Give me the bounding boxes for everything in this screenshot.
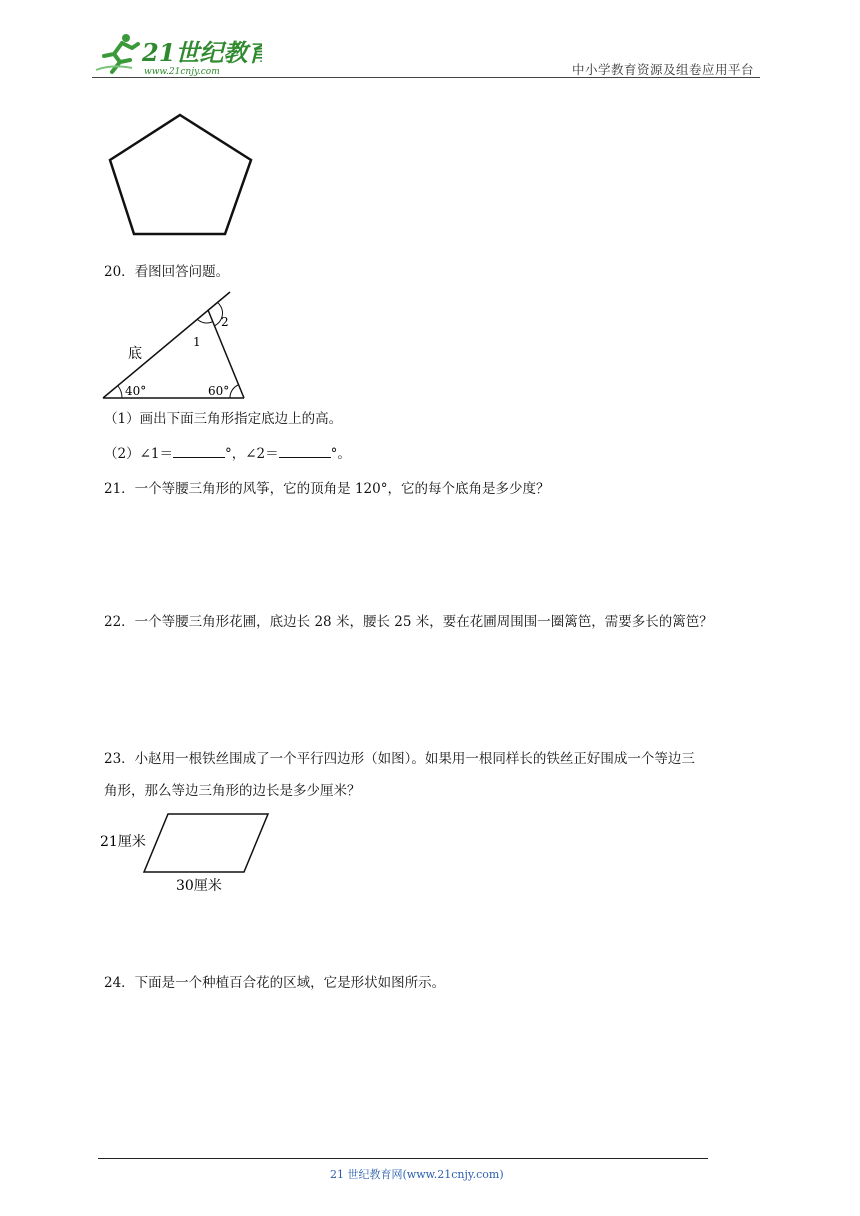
q23-line2: 角形，那么等边三角形的边长是多少厘米？ bbox=[104, 783, 361, 799]
logo-url-text: www.21cnjy.com bbox=[144, 67, 220, 77]
q23-line1: 23．小赵用一根铁丝围成了一个平行四边形（如图）。如果用一根同样长的铁丝正好围成一个等边三 bbox=[104, 751, 695, 767]
site-logo bbox=[92, 30, 262, 78]
q20-part2-text-a: （2）∠1＝ bbox=[104, 446, 173, 462]
base-label: 底 bbox=[128, 346, 142, 362]
angle-right-label: 60° bbox=[208, 384, 230, 398]
q22-text: 22．一个等腰三角形花圃，底边长 28 米，腰长 25 米，要在花圃周围围一圈篱笆，需要多长的篱笆？ bbox=[104, 614, 713, 630]
q20-part2 bbox=[104, 445, 351, 463]
logo-brand-text: 21世纪教育 bbox=[142, 38, 262, 67]
angle-left-label: 40° bbox=[125, 384, 147, 398]
q20-part2-text-b: °，∠2＝ bbox=[225, 446, 279, 462]
footer-divider bbox=[98, 1158, 708, 1159]
q23-parallelogram-figure bbox=[98, 810, 274, 896]
footer-link[interactable]: 21 世纪教育网(www.21cnjy.com) bbox=[330, 1168, 504, 1181]
angle1-label: 1 bbox=[193, 335, 201, 349]
base-length-label: 30厘米 bbox=[176, 878, 222, 894]
pentagon-figure bbox=[100, 108, 260, 240]
q20-part1: （1）画出下面三角形指定底边上的高。 bbox=[104, 411, 343, 427]
q20-part2-text-c: °。 bbox=[330, 446, 351, 462]
header-platform-text: 中小学教育资源及组卷应用平台 bbox=[572, 62, 755, 77]
angle2-label: 2 bbox=[221, 315, 229, 329]
q20-title: 20．看图回答问题。 bbox=[104, 264, 230, 280]
angle1-answer-blank[interactable] bbox=[173, 445, 225, 458]
q21-text: 21．一个等腰三角形的风筝，它的顶角是 120°，它的每个底角是多少度？ bbox=[104, 481, 550, 497]
header-divider bbox=[92, 77, 760, 78]
angle2-answer-blank[interactable] bbox=[279, 445, 331, 458]
q24-text: 24．下面是一个种植百合花的区域，它是形状如图所示。 bbox=[104, 975, 446, 991]
runner-logo-icon bbox=[92, 30, 262, 78]
q20-triangle-figure bbox=[100, 288, 250, 402]
side-length-label: 21厘米 bbox=[100, 834, 146, 850]
